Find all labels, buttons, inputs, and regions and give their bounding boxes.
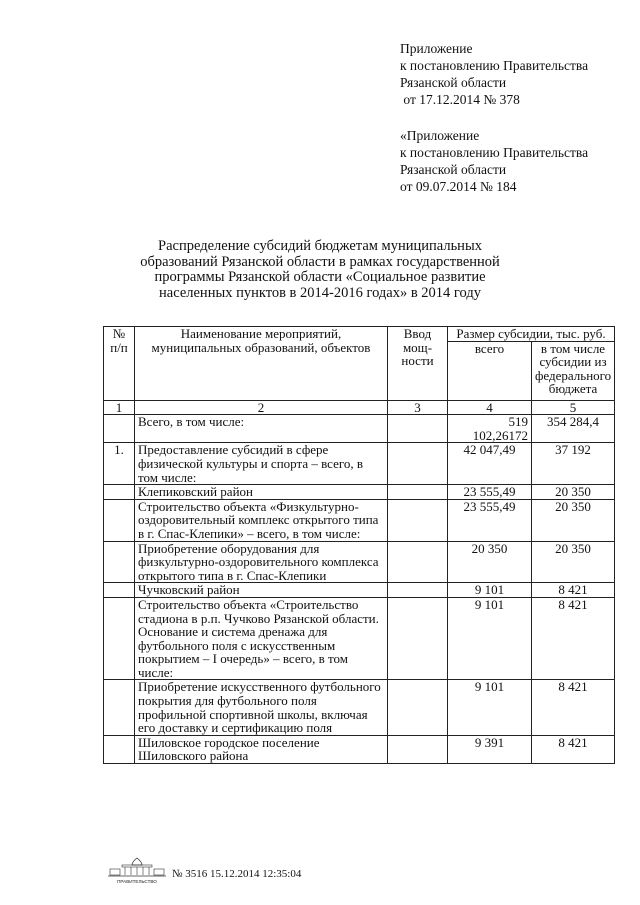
row-name: Приобретение оборудования для физкультурно-оздоровительного комплекса открытого типа в г. Спас-Клепики	[135, 541, 388, 583]
row-federal: 8 421	[532, 597, 615, 680]
row-federal: 8 421	[532, 680, 615, 735]
row-total: 9 101	[448, 583, 532, 598]
row-num	[104, 735, 135, 763]
table-row	[104, 583, 615, 598]
column-number: 5	[532, 400, 615, 415]
row-capacity	[388, 499, 448, 541]
header-name: Наименование мероприятий, муниципальных образований, объектов	[135, 327, 388, 401]
table-row	[104, 485, 615, 500]
appendix-line: от 09.07.2014 № 184	[400, 179, 517, 194]
table-row	[104, 541, 615, 583]
table-row	[104, 735, 615, 763]
header-federal: в том числе субсидии из федерального бюджета	[532, 341, 615, 400]
row-federal: 354 284,4	[532, 415, 615, 443]
appendix-line: к постановлению Правительства	[400, 58, 589, 73]
appendix-line: к постановлению Правительства	[400, 145, 589, 160]
subsidy-table	[103, 326, 615, 764]
row-capacity	[388, 415, 448, 443]
row-num	[104, 597, 135, 680]
row-name: Строительство объекта «Физкультурно-оздоровительный комплекс открытого типа в г. Спас-Клепики» – всего, в том числе:	[135, 499, 388, 541]
table-row	[104, 499, 615, 541]
row-total: 42 047,49	[448, 443, 532, 485]
row-federal: 20 350	[532, 485, 615, 500]
table-row	[104, 443, 615, 485]
row-num	[104, 499, 135, 541]
row-num	[104, 541, 135, 583]
row-name: Шиловское городское поселение Шиловского района	[135, 735, 388, 763]
row-federal: 37 192	[532, 443, 615, 485]
row-capacity	[388, 680, 448, 735]
row-capacity	[388, 735, 448, 763]
row-name: Чучковский район	[135, 583, 388, 598]
header-subsidy: Размер субсидии, тыс. руб.	[448, 327, 615, 342]
header-capacity: Ввод мощ-ности	[388, 327, 448, 401]
table-row	[104, 415, 615, 443]
row-capacity	[388, 583, 448, 598]
document-title	[100, 239, 540, 301]
header-row	[104, 327, 615, 342]
row-name: Приобретение искусственного футбольного покрытия для футбольного поля профильной спортивной школы, включая его доставку и сертификацию поля	[135, 680, 388, 735]
column-number: 4	[448, 400, 532, 415]
row-num	[104, 415, 135, 443]
registration-stamp: № 3516 15.12.2014 12:35:04	[172, 868, 302, 880]
column-number-row	[104, 400, 615, 415]
table-row	[104, 597, 615, 680]
header-num: № п/п	[104, 327, 135, 401]
row-total: 20 350	[448, 541, 532, 583]
row-total: 9 391	[448, 735, 532, 763]
row-capacity	[388, 597, 448, 680]
row-capacity	[388, 541, 448, 583]
row-name: Всего, в том числе:	[135, 415, 388, 443]
government-building-icon	[108, 856, 166, 886]
row-name: Строительство объекта «Строительство стадиона в р.п. Чучково Рязанской области. Основание и система дренажа для футбольного поля с искусственным покрытием – I очередь» – всего, в том числе:	[135, 597, 388, 680]
row-num: 1.	[104, 443, 135, 485]
appendix-current	[400, 40, 588, 108]
column-number: 3	[388, 400, 448, 415]
row-total: 9 101	[448, 597, 532, 680]
title-line: образований Рязанской области в рамках государственной	[140, 253, 500, 270]
column-number: 1	[104, 400, 135, 415]
table-row	[104, 680, 615, 735]
appendix-line: Рязанской области	[400, 75, 507, 90]
row-total: 519 102,26172	[448, 415, 532, 443]
stamp-label: ПРАВИТЕЛЬСТВО	[117, 879, 157, 884]
row-capacity	[388, 443, 448, 485]
appendix-original	[400, 127, 588, 195]
row-name: Клепиковский район	[135, 485, 388, 500]
row-total: 23 555,49	[448, 485, 532, 500]
row-federal: 20 350	[532, 541, 615, 583]
row-total: 23 555,49	[448, 499, 532, 541]
row-federal: 20 350	[532, 499, 615, 541]
appendix-line: от 17.12.2014 № 378	[400, 92, 520, 107]
row-total: 9 101	[448, 680, 532, 735]
row-capacity	[388, 485, 448, 500]
row-federal: 8 421	[532, 583, 615, 598]
title-line: Распределение субсидий бюджетам муниципальных	[158, 238, 482, 254]
row-num	[104, 680, 135, 735]
title-line: населенных пунктов в 2014-2016 годах» в 2014 году	[159, 284, 481, 301]
appendix-line: Приложение	[400, 41, 473, 56]
appendix-line: «Приложение	[400, 128, 480, 143]
row-name: Предоставление субсидий в сфере физической культуры и спорта – всего, в том числе:	[135, 443, 388, 485]
row-num	[104, 485, 135, 500]
header-total: всего	[448, 341, 532, 400]
title-line: программы Рязанской области «Социальное развитие	[154, 269, 486, 285]
row-num	[104, 583, 135, 598]
column-number: 2	[135, 400, 388, 415]
appendix-line: Рязанской области	[400, 162, 507, 177]
row-federal: 8 421	[532, 735, 615, 763]
